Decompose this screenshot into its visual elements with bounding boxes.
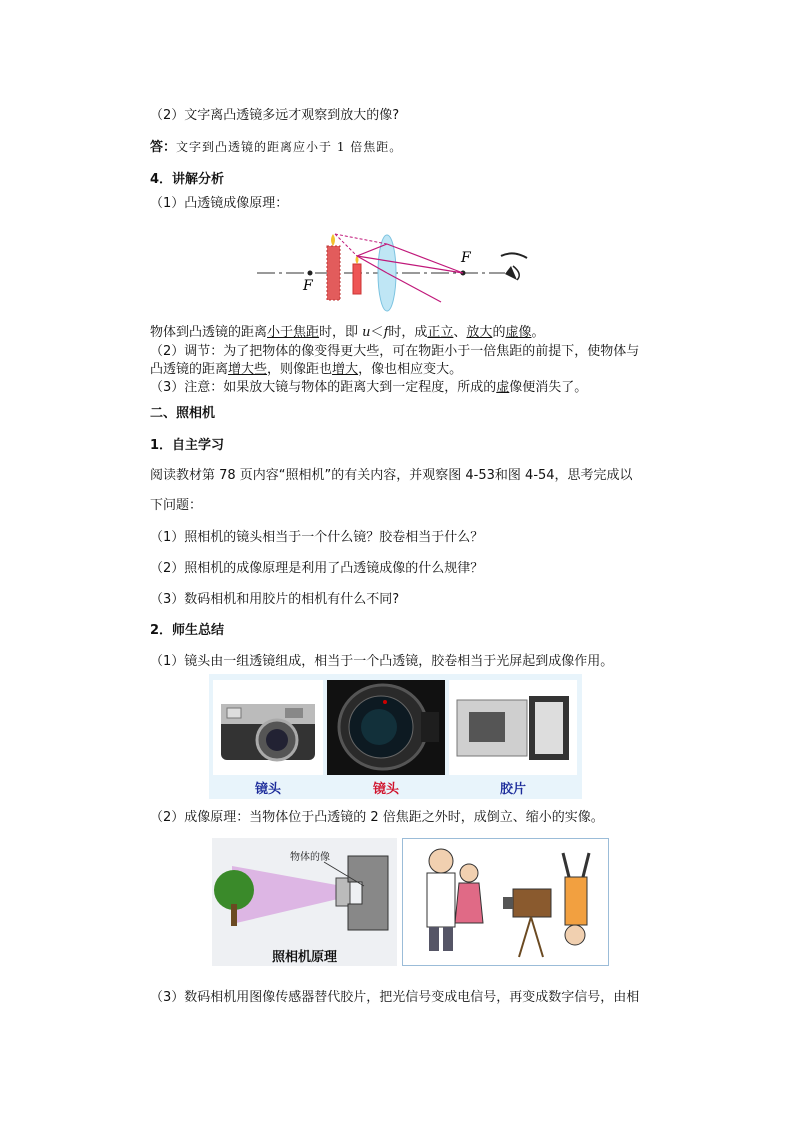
answer	[150, 136, 402, 155]
answer-label: 答：	[150, 140, 177, 155]
girl-dress	[455, 883, 483, 923]
virtual-image-candle	[327, 246, 340, 300]
caption-lens-1: 镜头	[254, 782, 281, 797]
underlined-term: 增大	[332, 362, 359, 377]
tripod-leg	[519, 917, 531, 957]
virtual-flame	[331, 234, 335, 246]
section-camera-heading: 二、照相机	[150, 406, 216, 421]
text: 时，成	[388, 325, 428, 340]
text: ，则像距也	[267, 362, 333, 377]
text: （3）注意：如果放大镜与物体的距离大到一定程度，所成的	[150, 380, 497, 395]
point-2-line-2	[150, 358, 462, 377]
point-1: （1）凸透镜成像原理：	[150, 196, 289, 211]
ray-2b	[387, 244, 463, 273]
camera-photos	[209, 674, 582, 799]
box-camera-lens	[503, 897, 513, 909]
rangefinder-camera-image	[213, 680, 323, 775]
summary-heading: 2．师生总结	[150, 623, 225, 638]
camera-body	[348, 856, 388, 930]
text: 物体到凸透镜的距离	[150, 325, 268, 340]
study-question-1: （1）照相机的镜头相当于一个什么镜？胶卷相当于什么？	[150, 530, 484, 545]
girl-head	[460, 864, 478, 882]
cartoon-camera-image	[402, 838, 609, 966]
caption-lens-2: 镜头	[372, 782, 399, 797]
principle-statement	[150, 321, 544, 340]
underlined-term: 虚像	[505, 325, 532, 340]
answer-text: 文字到凸透镜的距离应小于 1 倍焦距。	[176, 140, 403, 154]
tree-trunk	[231, 904, 237, 926]
camera-principle-diagram	[212, 838, 397, 966]
focus-left-dot	[308, 271, 313, 276]
underlined-term: 虚	[496, 380, 510, 395]
scientist-leg	[443, 927, 453, 951]
point-3	[150, 376, 587, 395]
underlined-term: 小于焦距	[267, 325, 320, 340]
summary-3: （3）数码相机用图像传感器替代胶片，把光信号变成电信号，再变成数字信号，由相	[150, 990, 640, 1005]
text: 时，即	[319, 325, 363, 340]
box-camera	[513, 889, 551, 917]
study-question-2: （2）照相机的成像原理是利用了凸透镜成像的什么规律？	[150, 561, 484, 576]
text: 的	[492, 325, 506, 340]
reading-line-2: 下问题：	[150, 498, 203, 513]
underlined-term: 增大些	[228, 362, 268, 377]
question-2: （2）文字离凸透镜多远才观察到放大的像?	[150, 108, 400, 123]
object-candle	[353, 264, 361, 294]
text: ，像也相应变大。	[358, 362, 463, 377]
upside-down-person-leg	[583, 853, 589, 877]
tripod-leg	[531, 917, 543, 957]
upside-down-person-body	[565, 877, 587, 925]
study-question-3: （3）数码相机和用胶片的相机有什么不同?	[150, 592, 400, 607]
point-2-line-1: （2）调节：为了把物体的像变得更大些，可在物距小于一倍焦距的前提下，使物体与	[150, 344, 640, 359]
underlined-term: 正立	[427, 325, 454, 340]
film-camera-open-image	[449, 680, 577, 775]
focus-left-label: F	[303, 278, 313, 294]
convex-lens-diagram	[255, 228, 535, 318]
variable-u: u	[362, 325, 371, 340]
scientist-coat	[427, 873, 455, 927]
summary-1: （1）镜头由一组透镜组成，相当于一个凸透镜，胶卷相当于光屏起到成像作用。	[150, 654, 614, 669]
text: 、	[453, 325, 467, 340]
variable-f: f	[383, 325, 389, 340]
underlined-term: 放大	[466, 325, 493, 340]
text: 凸透镜的距离	[150, 362, 229, 377]
self-study-heading: 1．自主学习	[150, 438, 225, 453]
section-4-heading: 4．讲解分析	[150, 172, 225, 187]
reading-line-1: 阅读教材第 78 页内容“照相机”的有关内容，并观察图 4-53和图 4-54，思考完成以	[150, 468, 633, 483]
text: 。	[531, 325, 545, 340]
caption-film: 胶片	[499, 782, 526, 797]
summary-2: （2）成像原理：当物体位于凸透镜的 2 倍焦距之外时，成倒立、缩小的实像。	[150, 810, 604, 825]
lens-image	[327, 680, 445, 775]
scientist-head	[429, 849, 453, 873]
upside-down-person-leg	[563, 853, 569, 877]
less-than: ＜	[370, 325, 384, 340]
principle-caption: 照相机原理	[271, 950, 337, 965]
text: 像便消失了。	[509, 380, 588, 395]
scientist-leg	[429, 927, 439, 951]
focus-right-label: F	[461, 250, 471, 266]
upside-down-person-head	[565, 925, 585, 945]
eye-icon	[501, 253, 527, 280]
image-label: 物体的像	[290, 852, 330, 863]
